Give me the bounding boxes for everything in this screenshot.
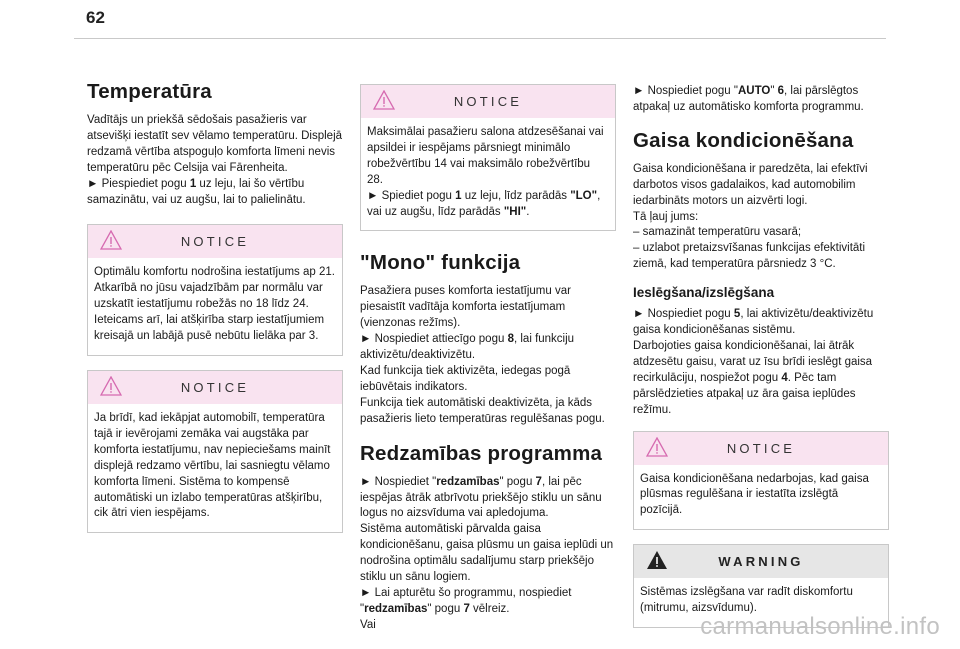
- step-text: Nospiediet ": [371, 475, 437, 488]
- notice-box: [87, 224, 343, 356]
- step-text: Piespiediet pogu: [98, 177, 190, 190]
- warning-title: WARNING: [718, 554, 804, 570]
- button-number: 1: [189, 177, 197, 190]
- step-text: .: [526, 205, 530, 218]
- notice-text: Gaisa kondicionēšana nedarbojas, kad gaisa plūsmas regulēšana ir iestatīta izslēgtā pozīcijā.: [640, 472, 869, 517]
- notice-body: [88, 404, 342, 532]
- step-text: Nospiediet pogu: [644, 308, 734, 321]
- step-text: vēlreiz.: [469, 602, 510, 615]
- button-name: redzamības: [364, 602, 428, 615]
- step-text: Lai apturētu šo programmu, nospiediet ": [360, 586, 572, 615]
- watermark: carmanualsonline.info: [700, 613, 940, 640]
- mono-text-2: Kad funkcija tiek aktivizēta, iedegas pogā iebūvētais indikators.: [360, 364, 571, 393]
- caution-triangle-icon: [646, 437, 668, 457]
- step-arrow: ►: [87, 177, 99, 190]
- step-arrow: ►: [633, 85, 645, 97]
- step-text: , vai uz augšu, līdz parādās: [367, 189, 601, 218]
- section-title-visibility: Redzamības programma: [360, 441, 603, 465]
- temperature-intro-text: Vadītājs un priekšā sēdošais pasažieris var atsevišķi iestatīt sev vēlamo temperatūru. Displejā redzamā vērtība atspoguļo komforta līmeni nevis temperatūru pēc Celsija vai Fārenheita.: [87, 114, 343, 174]
- ac-text: [633, 162, 889, 273]
- notice-body: [361, 118, 615, 230]
- notice-header: [634, 432, 888, 465]
- step-text: " pogu: [427, 602, 464, 615]
- visibility-text: [360, 475, 616, 634]
- ac-text-2: Tā ļauj jums:: [633, 210, 699, 223]
- section-title-air-conditioning: Gaisa kondicionēšana: [633, 128, 854, 152]
- visibility-text-1: Sistēma automātiski pārvalda gaisa kondicionēšanu, gaisa plūsmu un gaisa ieplūdi un nodrošina optimālu sadalījumu starp priekšējo stiklu un sānu logiem.: [360, 523, 614, 584]
- step-text: uz leju, lai šo vērtību samazinātu, vai uz augšu, lai to palielinātu.: [87, 177, 306, 206]
- list-item: – samazināt temperatūru vasarā;: [633, 226, 802, 239]
- step-arrow: ►: [367, 189, 379, 202]
- display-value-hi: "HI": [503, 205, 527, 218]
- button-number: 7: [535, 475, 542, 488]
- step-text: uz leju, līdz parādās: [461, 189, 571, 202]
- on-off-text-main: Darbojoties gaisa kondicionēšanai, lai ātrāk atdzesētu gaisu, varat uz īsu brīdi ieslēgt gaisa recirkulāciju, nospiežot pogu: [633, 339, 873, 384]
- step-text: Spiediet pogu: [378, 189, 456, 202]
- notice-box: [360, 84, 616, 231]
- notice-body: [634, 465, 888, 530]
- mono-text: [360, 284, 616, 427]
- notice-header: [88, 371, 342, 404]
- step-text: , lai aktivizētu/deaktivizētu gaisa kondicionēšanas sistēmu.: [633, 308, 874, 337]
- step-text: , lai pārslēgtos atpakaļ uz automātisko komforta programmu.: [633, 85, 864, 113]
- column-1: [87, 80, 343, 533]
- column-2: [360, 84, 616, 634]
- button-number: 6: [777, 85, 785, 97]
- button-number: 7: [463, 602, 470, 615]
- button-number: 8: [507, 333, 514, 346]
- ac-text-1: Gaisa kondicionēšana ir paredzēta, lai efektīvi darbotos visos gadalaikos, kad automobilim iedarbināts motors un aizvērti logi.: [633, 162, 868, 207]
- header-divider: [74, 38, 886, 39]
- mono-text-1: Pasažiera puses komforta iestatījumu var piesaistīt vadītāja komforta iestatījumam (vienzonas režīms).: [360, 285, 571, 330]
- step-text: Nospiediet pogu ": [644, 85, 738, 97]
- warning-text: Sistēmas izslēgšana var radīt diskomfortu (mitrumu, aizsvīdumu).: [640, 586, 853, 615]
- warning-header: [634, 545, 888, 578]
- display-value-lo: "LO": [570, 189, 598, 202]
- temperature-intro: [87, 113, 343, 208]
- notice-header: [88, 225, 342, 258]
- button-name: AUTO: [737, 85, 771, 97]
- caution-triangle-icon: [100, 376, 122, 396]
- warning-triangle-icon: [646, 550, 668, 570]
- section-title-mono: "Mono" funkcija: [360, 251, 521, 275]
- step-arrow: ►: [360, 586, 372, 599]
- notice-body: [88, 258, 342, 355]
- button-number: 1: [455, 189, 462, 202]
- button-name: redzamības: [436, 475, 500, 488]
- notice-header: [361, 85, 615, 118]
- section-title-temperature: Temperatūra: [87, 80, 212, 103]
- notice-title: NOTICE: [453, 94, 523, 109]
- step-arrow: ►: [633, 308, 645, 321]
- caution-triangle-icon: [100, 230, 122, 250]
- caution-triangle-icon: [373, 90, 395, 110]
- list-item: – uzlabot pretaizsvīšanas funkcijas efektivitāti ziemā, kad temperatūra pārsniedz 3 °C.: [633, 242, 866, 271]
- notice-text: Optimālu komfortu nodrošina iestatījums ap 21. Atkarībā no jūsu vajadzībām par normālu var uzskatīt iestatījumu robežās no 18 līdz 24. Ieteicams arī, lai atšķirība starp iestatījumiem kreisajā un labājā pusē nebūtu lielāka par 3.: [94, 266, 335, 343]
- mono-text-3: Funkcija tiek automātiski deaktivizēta, ja kāds pasažieris lieto temperatūras regulēšanas pogu.: [360, 396, 605, 425]
- notice-text-main: Maksimālai pasažieru salona atdzesēšanai vai apsildei ir iespējams pārsniegt minimālo robežvērtību 14 vai maksimālo robežvērtību 28.: [367, 126, 604, 186]
- page-number: 62: [86, 8, 105, 27]
- notice-title: NOTICE: [726, 440, 796, 456]
- button-number: 4: [781, 371, 788, 384]
- step-text: " pogu: [499, 475, 536, 488]
- step-arrow: ►: [360, 475, 372, 488]
- notice-box: [633, 431, 889, 531]
- notice-title: NOTICE: [180, 234, 250, 250]
- section-subtitle-on-off: Ieslēgšana/izslēgšana: [633, 285, 775, 301]
- notice-box: [87, 370, 343, 533]
- step-arrow: ►: [360, 333, 372, 346]
- visibility-or: Vai: [360, 618, 376, 631]
- notice-text: [367, 125, 609, 220]
- step-text: ": [770, 85, 778, 97]
- notice-title: NOTICE: [180, 379, 250, 395]
- step-text: Nospiediet attiecīgo pogu: [371, 333, 508, 346]
- on-off-text: [633, 307, 889, 418]
- on-off-text-end: . Pēc tam pārslēdzieties atpakaļ uz āra gaisa ieplūdes režīmu.: [633, 371, 856, 416]
- auto-step: [633, 84, 889, 116]
- notice-text: Ja brīdī, kad iekāpjat automobilī, temperatūra tajā ir ievērojami zemāka vai augstāka par komforta iestatījumu, nav nepieciešams mainīt displejā redzamo vērtību, lai sasniegtu vēlamo komforta līmeni. Sistēma to kompensē automātiski un izlabo temperatūras atšķirību, cik ātri vien iespējams.: [94, 411, 331, 520]
- button-number: 5: [733, 308, 741, 321]
- step-text: , lai funkciju aktivizētu/deaktivizētu.: [360, 333, 575, 362]
- column-3: [633, 84, 889, 628]
- step-text: , lai pēc iespējas ātrāk atbrīvotu priekšējo stiklu un sānu logus no aizsvīduma vai apledojuma.: [360, 475, 602, 520]
